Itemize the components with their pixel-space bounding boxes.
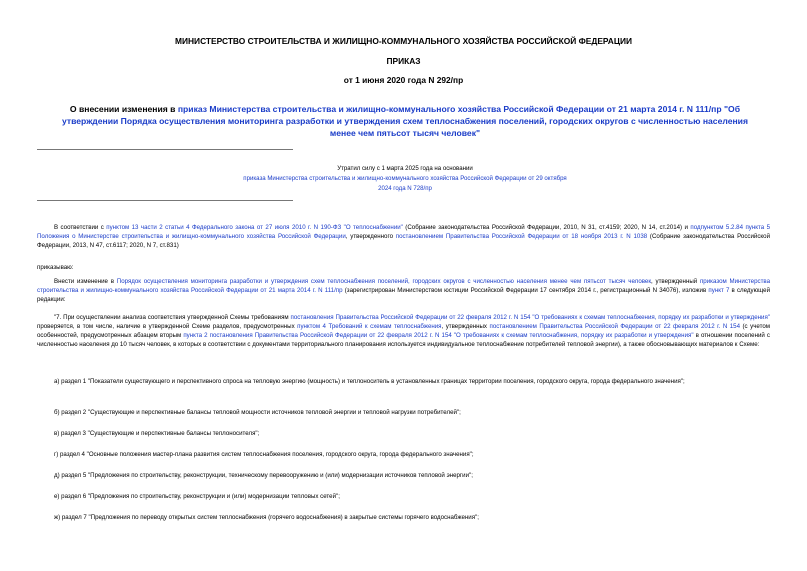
title-order-link[interactable]: приказ Министерства строительства и жилищно-коммунального хозяйства Российской Федерации от 21 марта 2014 г. N 111/пр "Об утверждении Порядка осуществления мониторинга разработки и утверждения схем теплоснабжения поселений, городских округов с численностью населения менее чем пятьсот тысяч человек" [62,104,748,138]
resolution-154-link[interactable]: постановления Правительства Российской Федерации от 22 февраля 2012 г. N 154 "О требованиях к схемам теплоснабжения, порядку их разработки и утверждения" [290,314,770,321]
text-run: (с учетом особенностей, предусмотренных абзацем вторым [37,323,770,339]
order-111-link[interactable]: приказом Министерства строительства и жилищно-коммунального хозяйства Российской Федерации от 21 марта 2014 г. N 111/пр [37,278,770,294]
text-run: (Собрание законодательства Российской Федерации, 2013, N 47, ст.6117; 2020, N 7, ст.831) [37,233,770,249]
resolution-154-point-2-link[interactable]: пункта 2 постановления Правительства Российской Федерации от 22 февраля 2012 г. N 154 "О требованиях к схемам теплоснабжения, порядку их разработки и утверждения" [183,332,694,339]
text-run: в следующей редакции: [37,287,771,303]
list-item: д) раздел 5 "Предложения по строительству, реконструкции, техническому перевооружению и (или) модернизации источников тепловой энергии"; [54,472,473,479]
paragraph-point-7 [37,313,770,349]
requirements-point-4-link[interactable]: пунктом 4 Требований к схемам теплоснабжения [297,323,442,330]
document-title [52,103,758,139]
paragraph-amend [37,277,770,304]
point-7-link[interactable]: пункт 7 [708,287,730,294]
text-run: , утвержденного [345,233,396,240]
text-run: проверяется, в том числе, наличие в утвержденной Схеме разделов, предусмотренных [37,323,298,330]
procedure-link[interactable]: Порядок осуществления мониторинга разработки и утверждения схем теплоснабжения поселений, городских округов с численностью населения менее чем пятьсот тысяч человек [116,278,652,285]
list-item: е) раздел 6 "Предложения по строительству, реконструкции и (или) модернизации тепловых сетей"; [54,493,340,500]
resolution-1038-link[interactable]: постановлением Правительства Российской Федерации от 18 ноября 2013 г. N 1038 [395,233,648,240]
law-190-link[interactable]: пунктом 13 части 2 статьи 4 Федерального закона от 27 июля 2010 г. N 190-ФЗ "О теплоснабжении" [106,224,403,231]
text-run: , утвержденный [651,278,700,285]
text-run: Внести изменение в [54,278,117,285]
doc-date-heading: от 1 июня 2020 года N 292/пр [343,75,464,85]
text-run: "7. При осуществлении анализа соответствия утвержденной Схемы требованиям [54,314,291,321]
repeal-order-link[interactable]: приказа Министерства строительства и жилищно-коммунального хозяйства Российской Федерации от 29 октября 2024 года N 728/пр [243,175,567,192]
list-item: а) раздел 1 "Показатели существующего и перспективного спроса на тепловую энергию (мощность) и теплоноситель в установленных границах территории поселения, городского округа, города федерального значения"; [54,378,685,385]
list-item: г) раздел 4 "Основные положения мастер-плана развития систем теплоснабжения поселения, городского округа, города федерального значения"; [54,451,474,458]
regulation-5-2-84-link[interactable]: подпунктом 5.2.84 пункта 5 Положения о Министерстве строительства и жилищно-коммунального хозяйства Российской Федерации [37,224,770,240]
repeal-note [240,164,570,194]
list-item: в) раздел 3 "Существующие и перспективные балансы теплоносителя"; [54,430,260,437]
text-run: (зарегистрирован Министерством юстиции Российской Федерации 17 сентября 2014 г., регистрационный N 34076), изложив [342,287,709,294]
text-run: в отношении поселений с численностью населения до 10 тысяч человек, в которых в соответствии с документами территориального планирования используется индивидуальное теплоснабжение потребителей тепловой энергии), а также обосновывающих материалов к Схеме: [37,332,770,348]
ministry-heading: МИНИСТЕРСТВО СТРОИТЕЛЬСТВА И ЖИЛИЩНО-КОММУНАЛЬНОГО ХОЗЯЙСТВА РОССИЙСКОЙ ФЕДЕРАЦИИ [175,36,632,46]
paragraph-basis [37,223,770,250]
list-item: б) раздел 2 "Существующие и перспективные балансы тепловой мощности источников тепловой энергии и тепловой нагрузки потребителей"; [54,409,461,416]
doc-type-heading: ПРИКАЗ [386,56,421,66]
title-prefix: О внесении изменения в [69,104,178,114]
divider-bottom [37,200,293,201]
list-item: ж) раздел 7 "Предложения по переводу открытых систем теплоснабжения (горячего водоснабжения) в закрытые системы горячего водоснабжения"; [54,514,479,521]
text-run: В соответствии с [54,224,107,231]
divider-top [37,149,293,150]
resolution-154-approval-link[interactable]: постановлением Правительства Российской Федерации от 22 февраля 2012 г. N 154 [489,323,741,330]
order-word: приказываю: [37,264,74,271]
text-run: (Собрание законодательства Российской Федерации, 2010, N 31, ст.4159; 2020, N 14, ст.2014) и [402,224,691,231]
text-run: , утвержденных [441,323,490,330]
repeal-line: Утратил силу с 1 марта 2025 года на основании [337,165,473,172]
